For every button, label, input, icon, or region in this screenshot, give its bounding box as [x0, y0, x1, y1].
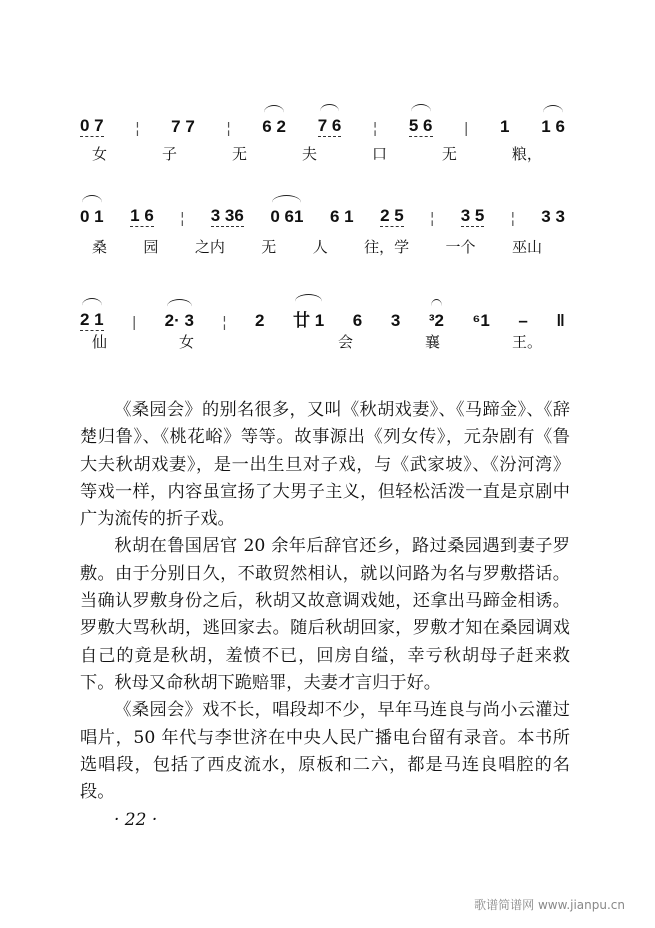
note-group: 6 2	[262, 103, 286, 137]
note-group: ⁶1	[472, 311, 490, 330]
note-group: 2 5	[380, 192, 404, 227]
paragraph-line: 等戏一样，内容虽宣扬了大男子主义，但轻松活泼一直是京剧中	[80, 481, 570, 502]
lyric: 人	[312, 238, 328, 256]
lyric: 子	[161, 145, 177, 163]
paragraph-line: 秋胡在鲁国居官 20 余年后辞官还乡，路过桑园遇到妻子罗	[114, 536, 570, 557]
lyric: 无	[441, 145, 457, 163]
paragraph-line: 下。秋母又命秋胡下跪赔罪，夫妻才言归于好。	[80, 672, 441, 693]
lyric: 无	[231, 145, 247, 163]
note-group: 2· 3	[165, 297, 194, 331]
lyric: 桑	[92, 238, 108, 256]
paragraph-line: 唱片，50 年代与李世济在中央人民广播电台留有录音。本书所	[80, 727, 570, 748]
note-group: 2	[255, 311, 265, 330]
lyric: 之内	[194, 238, 225, 256]
lyric: 粮，	[511, 145, 542, 163]
watermark: 歌谱简谱网 www.jianpu.cn	[474, 898, 625, 912]
lyric: 无	[261, 238, 277, 256]
lyric: 女	[179, 333, 195, 351]
paragraph-line: 罗敷大骂秋胡，逃回家去。随后秋胡回家，罗敷才知在桑园调戏	[80, 618, 570, 639]
bar-line: ¦	[373, 120, 378, 137]
lyric: 王。	[511, 333, 542, 351]
bar-line: |	[464, 120, 469, 137]
note-group: 3 5	[461, 192, 485, 227]
paragraph-line: 选唱段，包括了西皮流水，原板和二六，都是马连良唱腔的名	[80, 754, 570, 775]
note-group: 0 1	[80, 193, 104, 227]
paragraph-line: 广为流传的折子戏。	[80, 509, 235, 530]
note-group: 1	[500, 117, 510, 136]
note-group: 5 6	[409, 102, 433, 137]
note-group: 廿 1	[293, 292, 324, 331]
paragraph-line: 段。	[80, 782, 115, 803]
note-group: 3	[390, 311, 401, 330]
bar-line: ¦	[430, 210, 435, 227]
note-group: 3 3	[541, 207, 565, 226]
note-group: 6 1	[329, 207, 354, 226]
paragraph-line: 楚归鲁》、《桃花峪》等等。故事源出《列女传》，元杂剧有《鲁	[80, 427, 570, 448]
bar-line: ¦	[226, 120, 231, 137]
paragraph-line: 当确认罗敷身份之后，秋胡又故意调戏她，还拿出马蹄金相诱。	[80, 591, 570, 612]
note-group: 7 7	[171, 117, 195, 136]
note-group: ‖	[556, 311, 565, 330]
note-group: 1 6	[130, 192, 154, 227]
paragraph-line: 《桑园会》的别名很多，又叫《秋胡戏妻》、《马蹄金》、《辞	[114, 400, 570, 420]
lyric-row	[92, 143, 542, 164]
paragraph-line: 敷。由于分别日久，不敢贸然相认，就以问路为名与罗敷搭话。	[80, 563, 570, 584]
lyric: 襄	[424, 333, 440, 351]
lyric-row	[92, 236, 542, 257]
note-group: –	[518, 311, 528, 330]
lyric: 会	[337, 333, 353, 351]
bar-line: ¦	[135, 120, 140, 137]
paragraph-line: 《桑园会》戏不长，唱段却不少，早年马连良与尚小云灌过	[114, 700, 570, 721]
notation-row	[80, 102, 565, 137]
note-group: ³2	[429, 297, 444, 331]
lyric: 仙	[92, 333, 108, 351]
lyric: 一个	[445, 238, 476, 256]
lyric: 夫	[301, 145, 317, 163]
lyric: 口	[371, 145, 387, 163]
bar-line: ¦	[180, 210, 185, 227]
note-group: 1 6	[541, 103, 565, 137]
bar-line: ¦	[510, 210, 515, 227]
lyric: 往，学	[364, 238, 410, 256]
paragraph-line: 自己的竟是秋胡，羞愤不已，回房自缢，幸亏秋胡母子赶来救	[80, 645, 570, 666]
bar-line: ¦	[222, 314, 227, 331]
note-group: 7 6	[318, 102, 342, 137]
body-text	[80, 397, 570, 806]
note-group: 0 61	[270, 193, 303, 227]
lyric: 女	[92, 145, 108, 163]
note-group: 0 7	[80, 102, 104, 137]
paragraph-line: 大夫秋胡戏妻》，是一出生旦对子戏，与《武家坡》、《汾河湾》	[80, 454, 570, 475]
lyric: 园	[143, 238, 159, 256]
notation-row	[80, 292, 565, 331]
notation-row	[80, 192, 565, 227]
lyric: 巫山	[511, 238, 542, 256]
page-number: · 22 ·	[114, 810, 158, 830]
note-group: 6	[352, 311, 363, 330]
bar-line: |	[132, 314, 137, 331]
note-group: 2 1	[80, 296, 104, 331]
note-group: 3 36	[211, 192, 244, 227]
lyric-row	[92, 331, 542, 352]
